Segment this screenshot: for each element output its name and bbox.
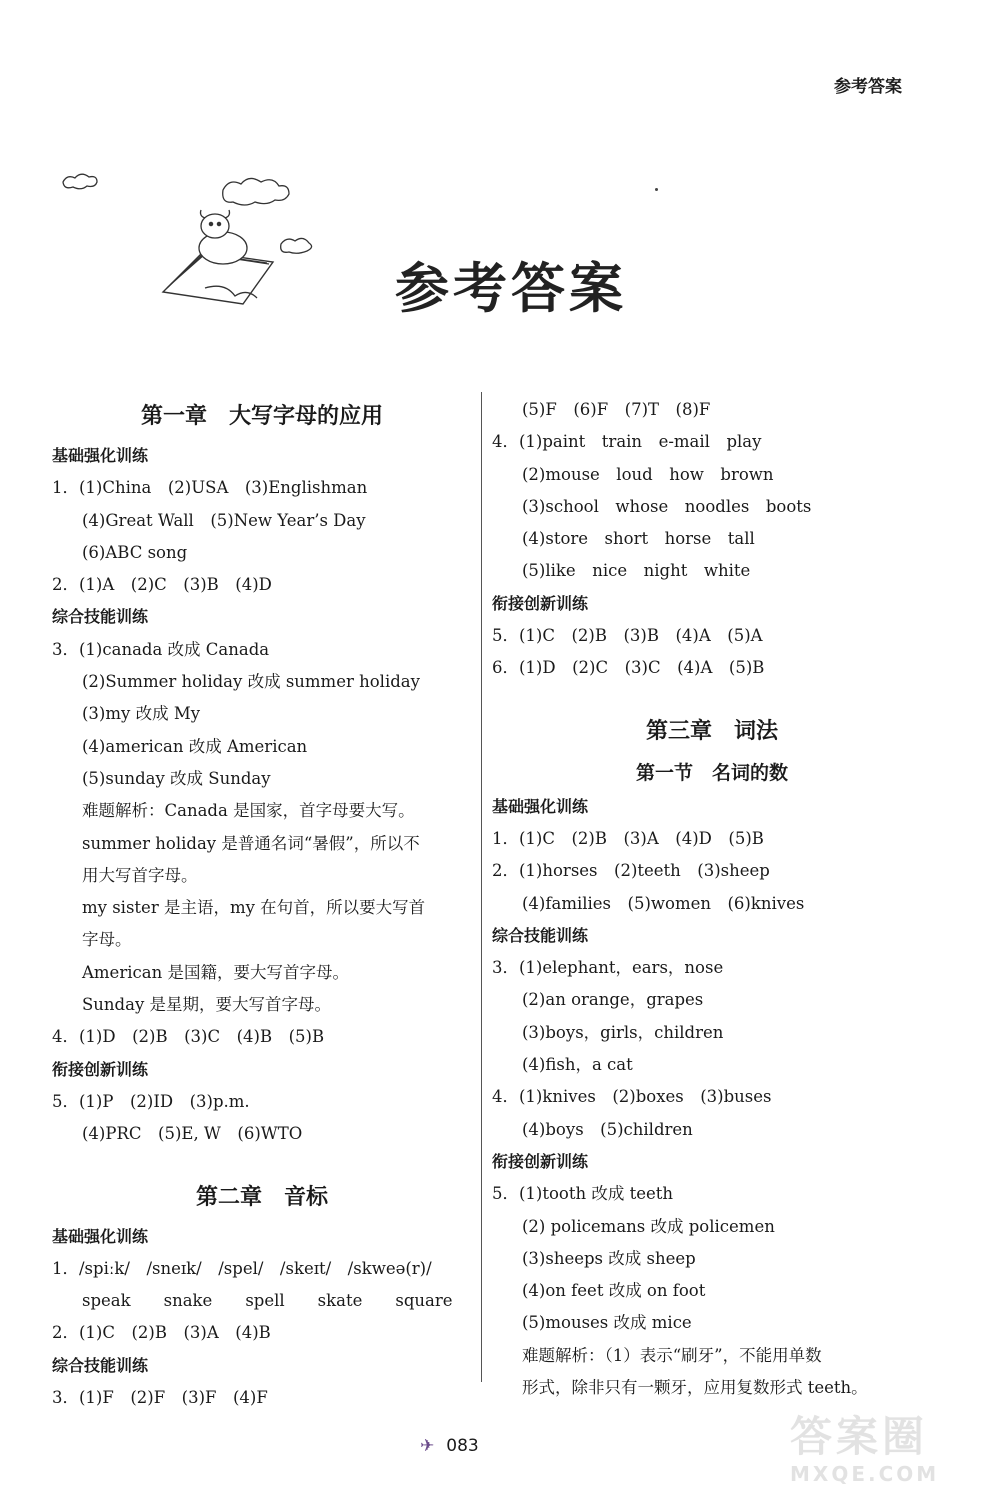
subsection-label: 基础强化训练 [492,796,589,816]
spacer [492,685,932,707]
answer-line: (2)mouse loud how brown [522,464,774,484]
answer-line: 6．(1)D (2)C (3)C (4)A (5)B [492,658,765,678]
answer-line: (2)an orange，grapes [522,990,704,1010]
answer-line: (4)fish，a cat [522,1055,633,1075]
answer-line: 2．(1)A (2)C (3)B (4)D [52,575,272,595]
answer-line: (2)Summer holiday 改成 summer holiday [82,672,420,692]
answer-line: (4)store short horse tall [522,529,755,549]
running-header: 参考答案 [834,77,902,97]
chapter-heading: 第二章 音标 [195,1183,328,1210]
answer-line: (4)PRC (5)E, W (6)WTO [82,1124,303,1144]
answer-line: 4．(1)D (2)B (3)C (4)B (5)B [52,1027,325,1047]
subsection-label: 综合技能训练 [52,1355,149,1375]
answer-line: 5．(1)C (2)B (3)B (4)A (5)A [492,626,763,646]
answer-line: 字母。 [82,930,132,950]
answer-line: (3)sheeps 改成 sheep [522,1248,696,1268]
answer-line: (5)like nice night white [522,561,751,581]
answer-line: 4．(1)paint train e-mail play [492,432,762,452]
answer-line: (4)families (5)women (6)knives [522,893,805,913]
watermark-text: 答案圈 [790,1412,929,1461]
answer-line: (5)mouses 改成 mice [522,1313,692,1333]
page-title: 参考答案 [395,257,627,320]
answer-line: (3)school whose noodles boots [522,496,812,516]
answer-line: (6)ABC song [82,542,188,562]
answer-line: (4)american 改成 American [82,736,308,756]
answer-line: 2．(1)C (2)B (3)A (4)B [52,1323,271,1343]
answer-line: my sister 是主语，my 在句首，所以要大写首 [82,898,426,918]
answer-line: (4)on feet 改成 on foot [522,1281,706,1301]
subsection-label: 综合技能训练 [492,925,589,945]
answer-line: (5)F (6)F (7)T (8)F [522,400,711,419]
answer-line: (5)sunday 改成 Sunday [82,768,271,788]
speck [655,188,658,191]
left-column [52,392,472,1414]
watermark-logo [790,1412,990,1497]
subsection-label: 衔接创新训练 [492,1151,589,1171]
answer-line: 1．(1)C (2)B (3)A (4)D (5)B [492,828,764,848]
chapter-heading: 第一章 大写字母的应用 [140,403,383,429]
answer-line: (3)boys，girls，children [522,1022,724,1042]
answer-line: 难题解析：Canada 是国家，首字母要大写。 [82,801,415,821]
subsection-label: 基础强化训练 [52,446,149,465]
answer-line: 形式，除非只有一颗牙，应用复数形式 teeth。 [522,1378,868,1398]
answer-line: Sunday 是星期，要大写首字母。 [82,995,332,1015]
watermark-url: MXQE.COM [790,1462,940,1486]
answer-line: (4)boys (5)children [522,1119,693,1139]
section-heading: 第一节 名词的数 [635,761,788,784]
answer-line: 用大写首字母。 [82,865,198,885]
leaf-icon: ✈ [420,1436,435,1456]
sheep-flying-book-illustration [55,160,355,310]
answer-line: 1．/spiːk/ /sneɪk/ /spel/ /skeɪt/ /skweə(r)/ [52,1258,432,1278]
answer-line: 5．(1)tooth 改成 teeth [492,1184,674,1204]
subsection-label: 基础强化训练 [52,1226,149,1246]
page-footer [420,1436,479,1456]
answer-line: 2．(1)horses (2)teeth (3)sheep [492,861,770,881]
subsection-label: 综合技能训练 [52,607,149,627]
right-column [492,394,932,1404]
answer-line: 3．(1)elephant，ears，nose [492,958,724,978]
answer-line: summer holiday 是普通名词“暑假”，所以不 [82,833,420,853]
answer-line: (4)Great Wall (5)New Year’s Day [82,510,366,530]
answer-line: American 是国籍，要大写首字母。 [82,962,349,982]
answer-line: 3．(1)canada 改成 Canada [52,639,270,659]
subsection-label: 衔接创新训练 [492,593,589,613]
answer-line: 3．(1)F (2)F (3)F (4)F [52,1388,268,1408]
spacer [52,1151,472,1173]
answer-line: 1．(1)China (2)USA (3)Englishman [52,478,368,498]
column-divider [481,392,482,1382]
answer-line: speak snake spell skate square [82,1291,453,1311]
answer-line: 难题解析：（1）表示“刷牙”，不能用单数 [522,1345,822,1365]
answer-line: 5．(1)P (2)ID (3)p.m. [52,1091,250,1111]
answer-line: (2) policemans 改成 policemen [522,1216,775,1236]
chapter-heading: 第三章 词法 [645,717,778,744]
subsection-label: 衔接创新训练 [52,1059,149,1079]
page-number: 083 [446,1436,479,1456]
answer-line: (3)my 改成 My [82,704,201,724]
answer-line: 4．(1)knives (2)boxes (3)buses [492,1087,772,1107]
